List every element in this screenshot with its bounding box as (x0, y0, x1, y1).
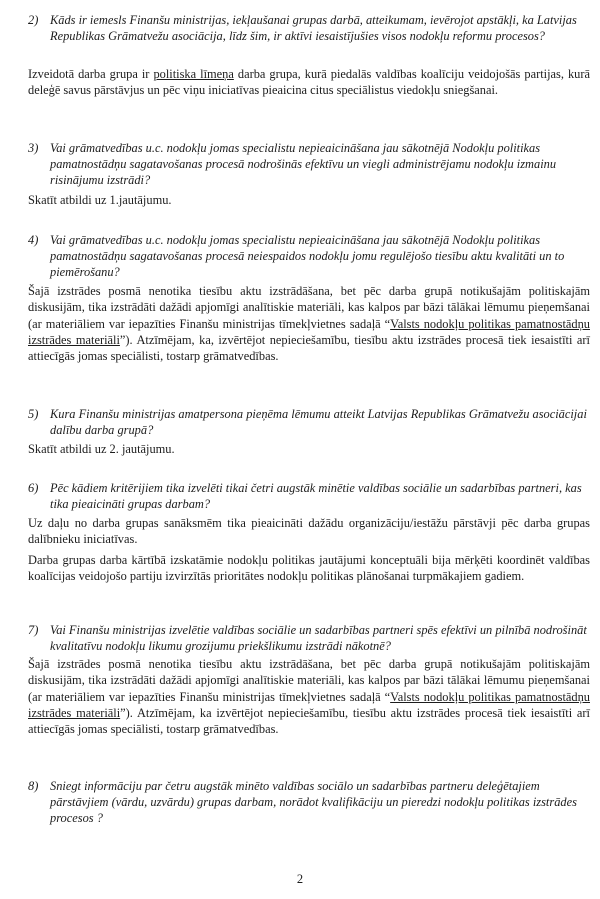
underlined-phrase: politiska līmeņa (153, 67, 234, 81)
question-text: Vai Finanšu ministrijas izvelētie valdības sociālie un sadarbības partneri spēs efektīvi un pilnībā nodrošināt kvalitatīvu nodokļu likumu grozijumu priekšlikumu izstrādi nākotnē? (50, 623, 587, 653)
question-5 (28, 406, 590, 437)
question-number: 7) (28, 623, 39, 637)
answer-7: Šajā izstrādes posmā nenotika tiesību aktu izstrādāšana, bet pēc darba grupā notikušajām politiskajām diskusijām, tika izstrādāti dažādi apjomīgi analītiskie materiāli, kas kalpos par bāzi tālākai lēmumu pieņemšanai (ar materiāliem var iepazīties Finanšu ministrijas tīmekļvietnes sadaļā “Valsts nodokļu politikas pamatnostādņu izstrādes materiāli”). Atzīmējam, ka izvērtējot nepieciešamību, tiesību aktu izstrādes procesā tiek iesaistīti arī attiecīgās jomas speciālisti, tostarp grāmatvedības. (28, 657, 590, 737)
question-text: Sniegt informāciju par četru augstāk minēto valdības sociālo un sadarbības partneru deleģētajiem pārstāvjiem (vārdu, uzvārdu) grupas darbam, norādot kvalifikāciju un pieredzi nodokļu politikas izstrādes procesos ? (50, 779, 577, 825)
question-number: 2) (28, 13, 39, 27)
answer-3: Skatīt atbildi uz 1.jautājumu. (28, 193, 172, 207)
question-6 (28, 480, 590, 511)
question-text: Vai grāmatvedības u.c. nodokļu jomas specialistu nepieaicināšana jau sākotnējā Nodokļu politikas pamatnostādņu sagatavošanas procesā neiespaidos nodokļu jomu regulējošo tiesību aktu kvalitāti un to piemērošanu? (50, 233, 565, 279)
question-text: Pēc kādiem kritērijiem tika izvelēti tikai četri augstāk minētie valdības sociālie un sadarbības partneri, kas tika pieaicināti grupas darbam? (50, 481, 582, 511)
question-number: 5) (28, 407, 39, 421)
answer-4: Šajā izstrādes posmā nenotika tiesību aktu izstrādāšana, bet pēc darba grupā notikušajām politiskajām diskusijām, tika izstrādāti dažādi apjomīgi analītiskie materiāli, kas kalpos par bāzi tālākai lēmumu pieņemšanai (ar materiāliem var iepazīties Finanšu ministrijas tīmekļvietnes sadaļā “Valsts nodokļu politikas pamatnostādņu izstrādes materiāli”). Atzīmējam, ka, izvērtējot nepieciešamību, tiesību aktu izstrādes procesā tiek iesaistīti arī attiecīgās jomas speciālisti, tostarp grāmatvedības. (28, 284, 590, 364)
question-3 (28, 140, 590, 187)
question-2 (28, 12, 590, 43)
question-number: 6) (28, 481, 39, 495)
question-number: 3) (28, 141, 39, 155)
materials-link[interactable]: Valsts nodokļu politikas pamatnostādņu izstrādes materiāli (28, 689, 590, 720)
question-text: Vai grāmatvedības u.c. nodokļu jomas specialistu nepieaicināšana jau sākotnējā Nodokļu politikas pamatnostādņu sagatavošanas procesā nodrošinās efektīvu un viegli administrējamu nodokļu izmainu risinājumu izstrādi? (50, 141, 557, 187)
materials-link[interactable]: Valsts nodokļu politikas pamatnostādņu izstrādes materiāli (28, 316, 590, 347)
question-7 (28, 622, 590, 653)
question-text: Kāds ir iemesls Finanšu ministrijas, iekļaušanai grupas darbā, atteikumam, ievērojot apstākļi, ka Latvijas Republikas Grāmatvežu asociācija, līdz šim, ir aktīvi iesaistījušies visos nodokļu reformu procesos? (50, 13, 577, 43)
question-4 (28, 232, 590, 279)
question-text: Kura Finanšu ministrijas amatpersona pieņēma lēmumu atteikt Latvijas Republikas Grāmatvežu asociācijai dalību darba grupā? (50, 407, 587, 437)
answer-6-paragraph-2: Darba grupas darba kārtībā izskatāmie nodokļu politikas jautājumi konceptuāli bija mērķēti koordinēt valdības koalīcijas veidojošo partiju izvirzītās prioritātes nodokļu politikas plānošanai turpmākajiem gadiem. (28, 553, 590, 584)
answer-2: Izveidotā darba grupa ir politiska līmeņa darba grupa, kurā piedalās valdības koalīciju veidojošās partijas, kurā deleģē savus pārstāvjus un pēc viņu iniciatīvas pieaicina citus speciālistus viedokļu sniegšanai. (28, 67, 590, 98)
answer-5: Skatīt atbildi uz 2. jautājumu. (28, 442, 175, 456)
answer-6: Uz daļu no darba grupas sanāksmēm tika pieaicināti dažādu organizāciju/iestāžu pārstāvji pēc darba grupas dalībnieku iniciatīvas. (28, 516, 590, 547)
question-number: 8) (28, 779, 39, 793)
page-number: 2 (296, 872, 304, 886)
question-number: 4) (28, 233, 39, 247)
question-8 (28, 778, 590, 825)
